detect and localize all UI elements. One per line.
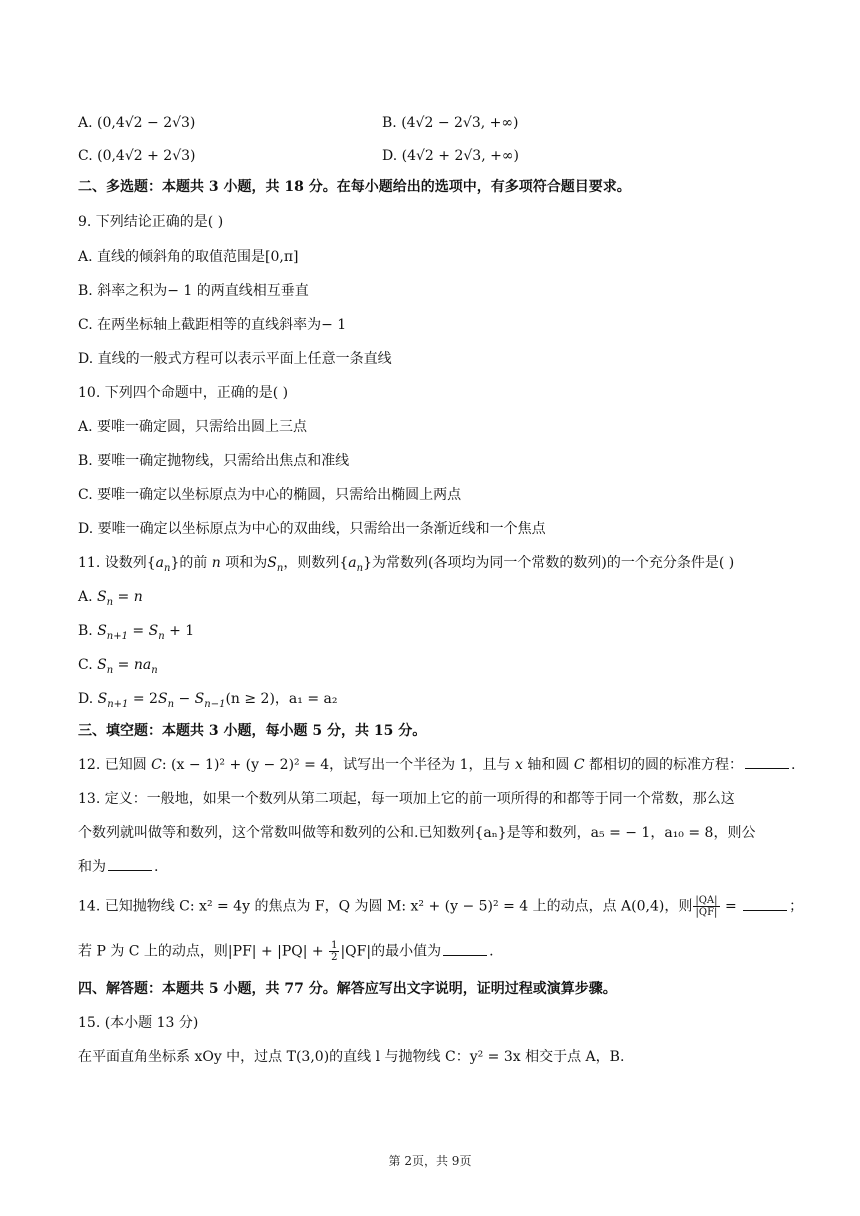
q11-stem-part: ，则数列{: [283, 555, 349, 571]
q9-option-c: C. 在两坐标轴上截距相等的直线斜率为− 1: [78, 317, 347, 333]
q9-option-a: A. 直线的倾斜角的取值范围是[0,π]: [78, 249, 299, 265]
q14-line2: 若 P 为 C 上的动点，则|PF| + |PQ| + $\frac{1}{2}$ |QF|的最小值为 .: [78, 940, 494, 963]
q11-option-b: B. $S_{n+1} = S_n + 1$: [78, 623, 195, 642]
q10-option-b: B. 要唯一确定抛物线，只需给出焦点和准线: [78, 453, 350, 469]
q9-option-d: D. 直线的一般式方程可以表示平面上任意一条直线: [78, 351, 392, 367]
q11-stem-part: 项和为: [220, 555, 268, 571]
section2-title: 二、多选题：本题共 3 小题，共 18 分。在每小题给出的选项中，有多项符合题目要求。: [78, 179, 631, 195]
answer-blank: [443, 943, 487, 956]
section4-title: 四、解答题：本题共 5 小题，共 77 分。解答应写出文字说明，证明过程或演算步骤。: [78, 981, 617, 997]
answer-blank: [745, 756, 789, 769]
q12-text: 12. 已知圆 C: (x − 1)² + (y − 2)² = 4，试写出一个半径为 1，且与 x 轴和圆 C 都相切的圆的标准方程： .: [78, 757, 796, 773]
q13-line3: 和为 .: [78, 859, 159, 875]
q11-option-d-tail: (n ≥ 2)，a₁ = a₂: [225, 691, 338, 707]
q11-stem-part: }的前: [170, 555, 212, 571]
q8-option-d: D. (4√2 + 2√3, +∞): [382, 148, 519, 164]
q11-stem-part: }为常数列(各项均为同一个常数的数列)的一个充分条件是( ): [363, 555, 735, 571]
q9-stem: 9. 下列结论正确的是( ): [78, 214, 224, 230]
q15-header: 15. (本小题 13 分): [78, 1015, 199, 1031]
q11-stem: 11. 设数列$\{a_n\}$的前 n 项和为$S_n$，则数列$\{a_n\}$为常数列(各项均为同一个常数的数列)的一个充分条件是( ): [78, 555, 735, 574]
q10-option-d: D. 要唯一确定以坐标原点为中心的双曲线，只需给出一条渐近线和一个焦点: [78, 521, 546, 537]
q11-option-d: D. $S_{n+1} = 2S_n - S_{n-1}(n \ge 2)$，a₁ = a₂: [78, 691, 338, 710]
q15-text: 在平面直角坐标系 xOy 中，过点 T(3,0)的直线 l 与抛物线 C：y² = 3x 相交于点 A，B.: [78, 1049, 625, 1065]
q10-option-c: C. 要唯一确定以坐标原点为中心的椭圆，只需给出椭圆上两点: [78, 487, 462, 503]
answer-blank: [108, 858, 152, 871]
section3-title: 三、填空题：本题共 3 小题，每小题 5 分，共 15 分。: [78, 723, 427, 739]
fraction: $\frac{1}{2}$: [331, 940, 338, 963]
q9-option-b: B. 斜率之积为− 1 的两直线相互垂直: [78, 283, 309, 299]
page-footer: 第 2页，共 9页: [388, 1154, 472, 1168]
answer-blank: [743, 898, 787, 911]
q8-option-a: A. (0,4√2 − 2√3): [78, 115, 196, 131]
q10-option-a: A. 要唯一确定圆，只需给出圆上三点: [78, 419, 308, 435]
q8-option-c: C. (0,4√2 + 2√3): [78, 148, 196, 164]
q8-option-b: B. (4√2 − 2√3, +∞): [382, 115, 519, 131]
q11-option-c: C. $S_n = na_n$: [78, 657, 158, 676]
fraction: $\frac{|QA|}{|QF|}$: [695, 895, 718, 918]
q11-option-a: A. $S_n = n$: [78, 589, 143, 608]
q14-line1: 14. 已知抛物线 C: x² = 4y 的焦点为 F，Q 为圆 M: x² + (y − 5)² = 4 上的动点，点 A(0,4)，则 $\frac{|QA|}{|QF|}$ = ；: [78, 895, 804, 918]
q13-line2: 个数列就叫做等和数列，这个常数叫做等和数列的公和.已知数列{aₙ}是等和数列，a₅ = − 1，a₁₀ = 8，则公: [78, 825, 756, 841]
q11-stem-part: 11. 设数列{: [78, 555, 156, 571]
q13-line1: 13. 定义：一般地，如果一个数列从第二项起，每一项加上它的前一项所得的和都等于同一个常数，那么这: [78, 791, 735, 807]
q10-stem: 10. 下列四个命题中，正确的是( ): [78, 385, 289, 401]
